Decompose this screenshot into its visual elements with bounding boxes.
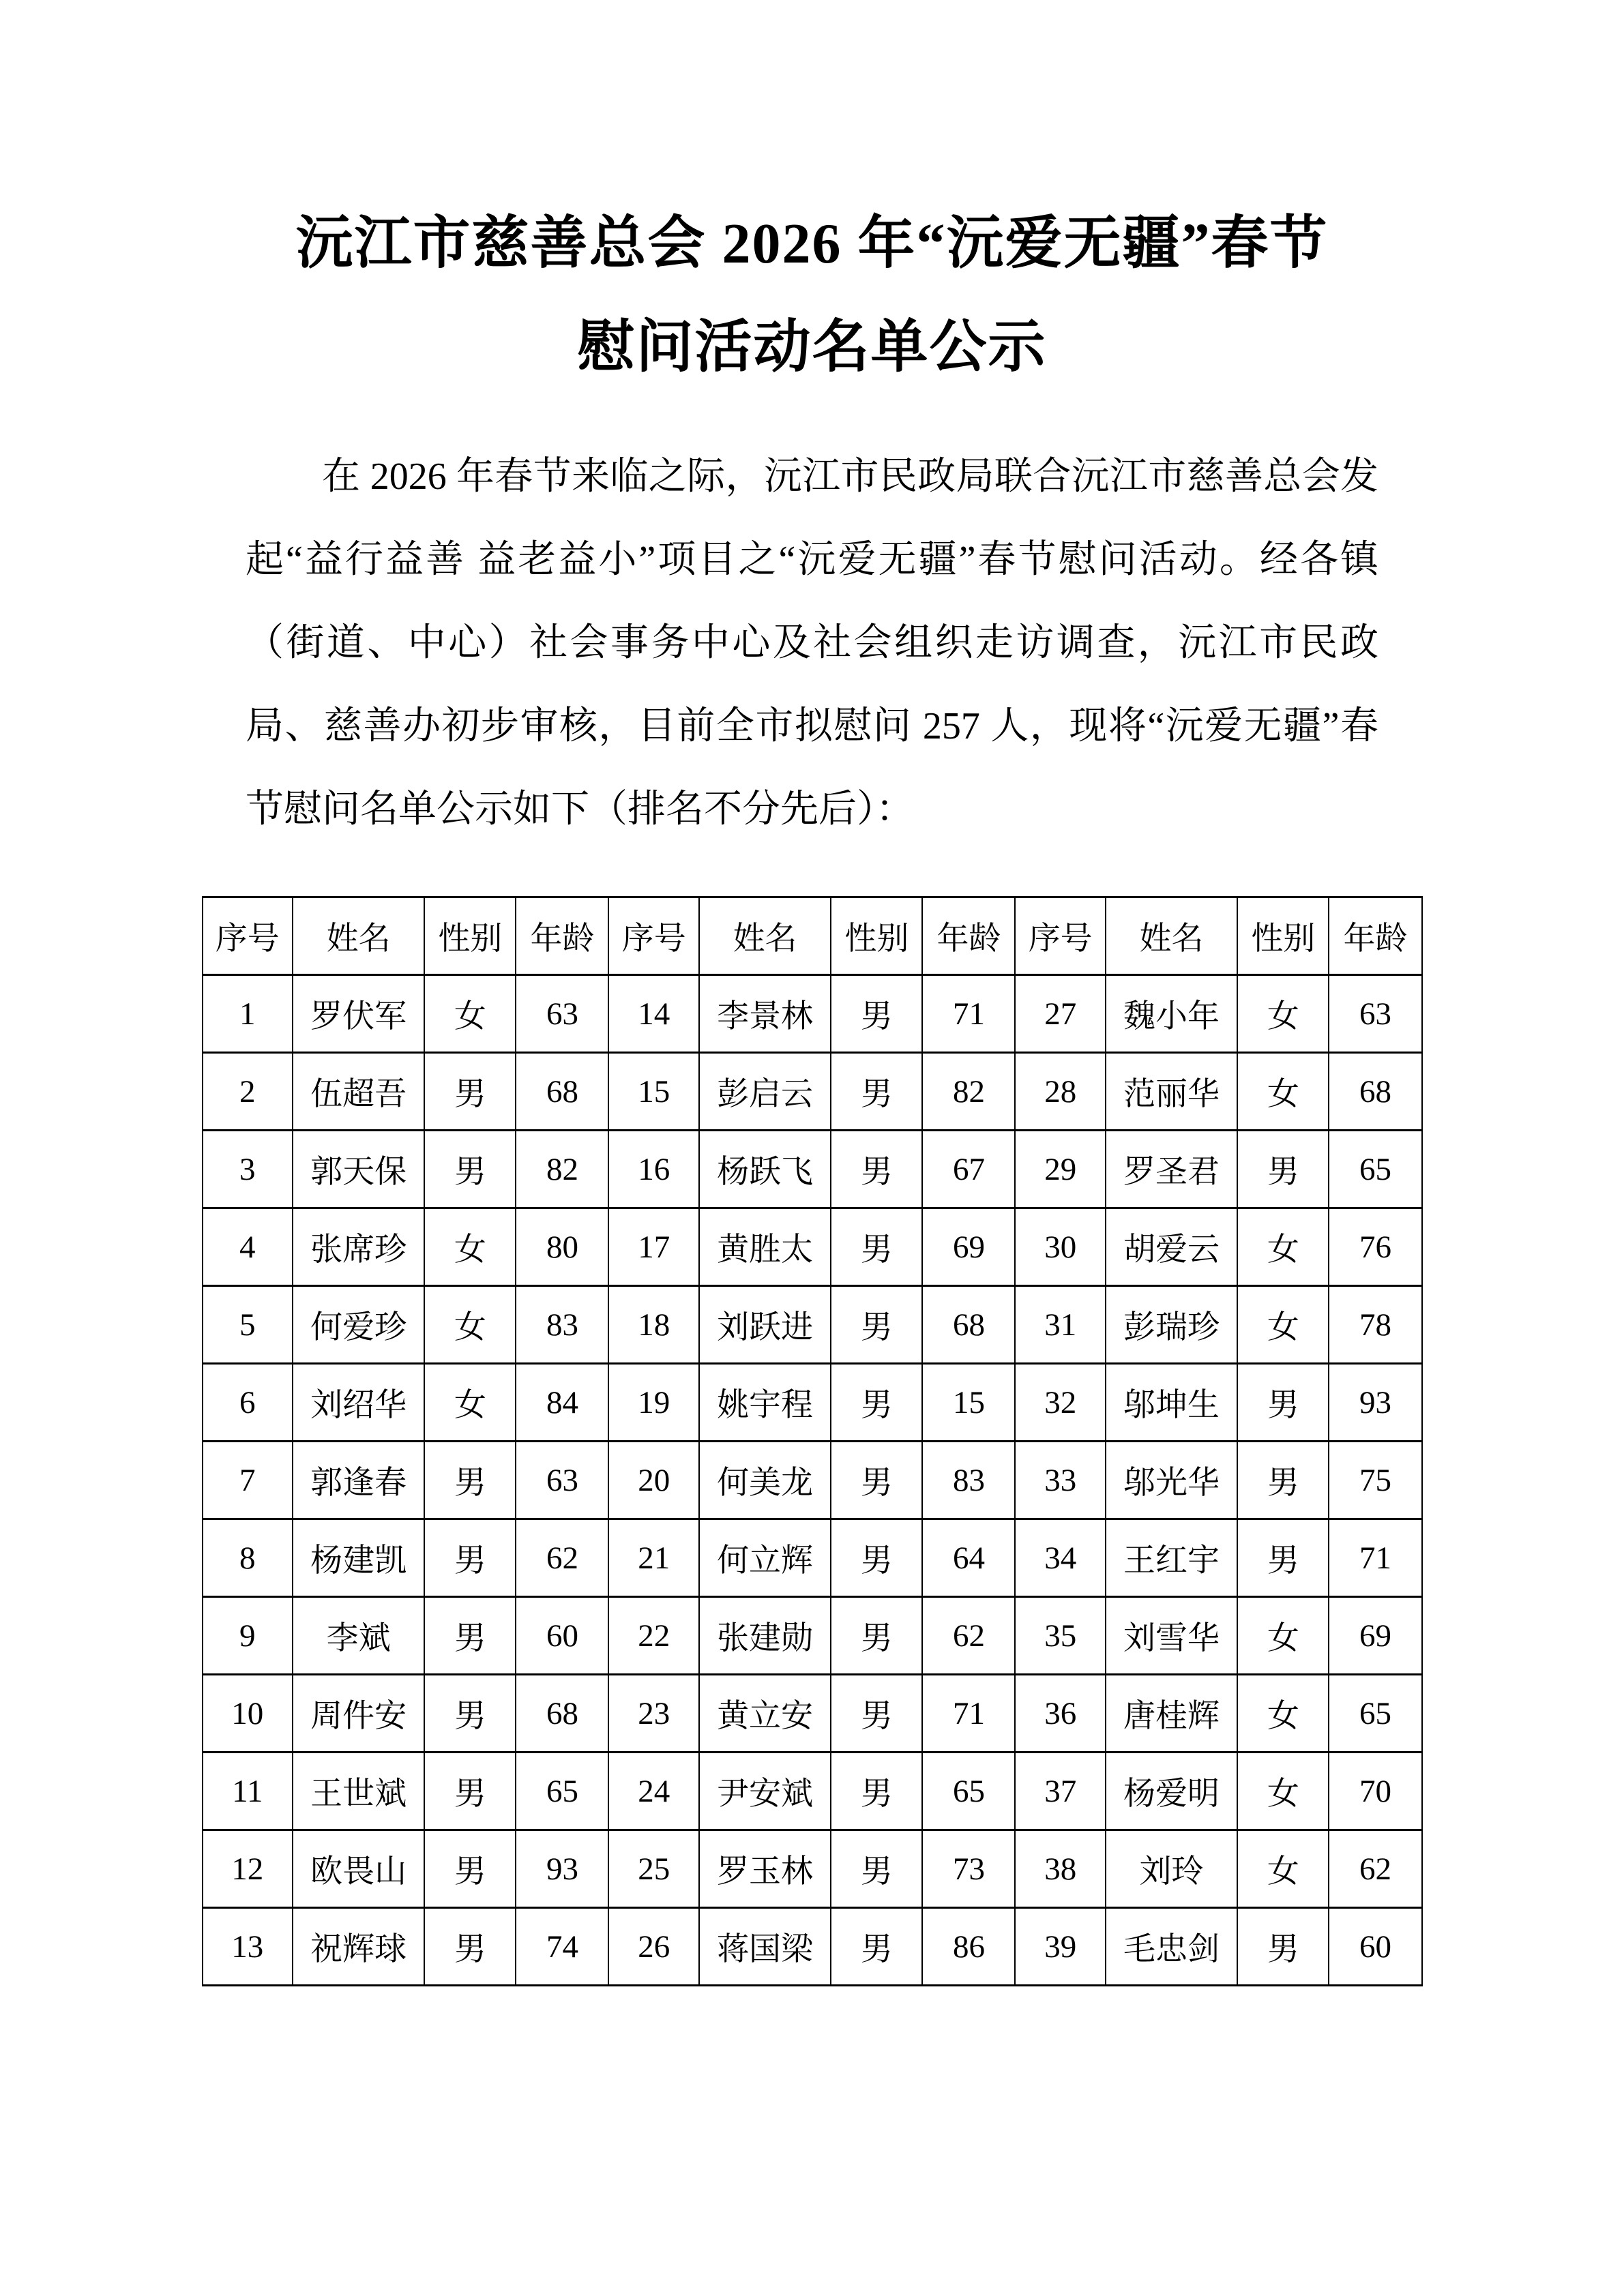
cell-index: 15 [608, 1053, 698, 1131]
cell-age: 15 [922, 1364, 1015, 1442]
cell-gender: 男 [1237, 1908, 1329, 1986]
cell-age: 64 [922, 1519, 1015, 1597]
cell-gender: 男 [831, 1597, 922, 1675]
table-row [203, 1908, 1422, 1986]
cell-index: 30 [1015, 1208, 1105, 1286]
cell-age: 65 [1329, 1675, 1421, 1753]
table-row [203, 1131, 1422, 1208]
col-header-gender-3: 性别 [1237, 897, 1329, 975]
cell-gender: 男 [1237, 1131, 1329, 1208]
cell-index: 4 [203, 1208, 293, 1286]
cell-index: 7 [203, 1442, 293, 1519]
cell-gender: 男 [424, 1675, 516, 1753]
cell-age: 62 [516, 1519, 608, 1597]
cell-age: 82 [922, 1053, 1015, 1131]
cell-gender: 男 [831, 1053, 922, 1131]
cell-index: 35 [1015, 1597, 1105, 1675]
table-row [203, 1053, 1422, 1131]
cell-name: 刘雪华 [1106, 1597, 1237, 1675]
cell-age: 71 [922, 975, 1015, 1053]
title-line-2: 慰问活动名单公示 [577, 316, 1047, 379]
cell-gender: 男 [424, 1908, 516, 1986]
cell-gender: 男 [831, 975, 922, 1053]
cell-name: 蒋国梁 [699, 1908, 831, 1986]
cell-name: 魏小年 [1106, 975, 1237, 1053]
cell-name: 唐桂辉 [1106, 1675, 1237, 1753]
col-header-gender-1: 性别 [424, 897, 516, 975]
cell-gender: 男 [831, 1830, 922, 1908]
col-header-index-2: 序号 [608, 897, 698, 975]
cell-index: 39 [1015, 1908, 1105, 1986]
title-line-1: 沅江市慈善总会 2026 年“沅爱无疆”春节 [295, 212, 1329, 275]
cell-age: 68 [1329, 1053, 1421, 1131]
cell-gender: 女 [1237, 1597, 1329, 1675]
cell-age: 62 [922, 1597, 1015, 1675]
cell-gender: 女 [1237, 1053, 1329, 1131]
col-header-name-2: 姓名 [699, 897, 831, 975]
cell-name: 王红宇 [1106, 1519, 1237, 1597]
cell-name: 杨爱明 [1106, 1753, 1237, 1830]
cell-index: 11 [203, 1753, 293, 1830]
cell-name: 刘玲 [1106, 1830, 1237, 1908]
cell-gender: 男 [831, 1908, 922, 1986]
cell-index: 18 [608, 1286, 698, 1364]
cell-age: 71 [1329, 1519, 1421, 1597]
cell-name: 黄立安 [699, 1675, 831, 1753]
cell-gender: 男 [831, 1131, 922, 1208]
cell-age: 83 [516, 1286, 608, 1364]
cell-age: 73 [922, 1830, 1015, 1908]
cell-gender: 男 [831, 1208, 922, 1286]
cell-gender: 女 [424, 975, 516, 1053]
table-row [203, 1597, 1422, 1675]
cell-index: 17 [608, 1208, 698, 1286]
cell-gender: 女 [1237, 1208, 1329, 1286]
cell-age: 65 [1329, 1131, 1421, 1208]
intro-paragraph: 在 2026 年春节来临之际，沅江市民政局联合沅江市慈善总会发起“益行益善 益老益小”项目之“沅爱无疆”春节慰问活动。经各镇（街道、中心）社会事务中心及社会组织走访调查，沅江市民政局、慈善办初步审核，目前全市拟慰问 257 人，现将“沅爱无疆”春节慰问名单公示如下（排名不分先后）： [246, 456, 1378, 831]
cell-age: 68 [516, 1675, 608, 1753]
cell-age: 68 [516, 1053, 608, 1131]
cell-gender: 男 [831, 1442, 922, 1519]
table-row [203, 1675, 1422, 1753]
cell-index: 5 [203, 1286, 293, 1364]
cell-index: 23 [608, 1675, 698, 1753]
cell-gender: 女 [1237, 1286, 1329, 1364]
cell-name: 郭天保 [293, 1131, 424, 1208]
col-header-name-3: 姓名 [1106, 897, 1237, 975]
cell-name: 彭瑞珍 [1106, 1286, 1237, 1364]
cell-age: 86 [922, 1908, 1015, 1986]
cell-name: 刘绍华 [293, 1364, 424, 1442]
cell-index: 10 [203, 1675, 293, 1753]
cell-index: 27 [1015, 975, 1105, 1053]
table-header-row [203, 897, 1422, 975]
cell-gender: 女 [424, 1286, 516, 1364]
cell-name: 罗伏军 [293, 975, 424, 1053]
cell-gender: 男 [1237, 1442, 1329, 1519]
cell-age: 63 [516, 975, 608, 1053]
cell-index: 20 [608, 1442, 698, 1519]
cell-name: 祝辉球 [293, 1908, 424, 1986]
cell-index: 28 [1015, 1053, 1105, 1131]
cell-name: 刘跃进 [699, 1286, 831, 1364]
cell-index: 26 [608, 1908, 698, 1986]
cell-gender: 女 [1237, 1675, 1329, 1753]
cell-age: 68 [922, 1286, 1015, 1364]
cell-age: 69 [922, 1208, 1015, 1286]
cell-name: 何爱珍 [293, 1286, 424, 1364]
document-title [0, 0, 1624, 400]
table-row [203, 1286, 1422, 1364]
cell-name: 郭逢春 [293, 1442, 424, 1519]
cell-name: 邬坤生 [1106, 1364, 1237, 1442]
cell-gender: 男 [424, 1053, 516, 1131]
cell-name: 范丽华 [1106, 1053, 1237, 1131]
cell-index: 12 [203, 1830, 293, 1908]
cell-gender: 男 [831, 1286, 922, 1364]
cell-age: 70 [1329, 1753, 1421, 1830]
table-row [203, 1442, 1422, 1519]
cell-index: 22 [608, 1597, 698, 1675]
table-row [203, 1753, 1422, 1830]
cell-age: 63 [516, 1442, 608, 1519]
table-row [203, 975, 1422, 1053]
cell-age: 76 [1329, 1208, 1421, 1286]
cell-name: 胡爱云 [1106, 1208, 1237, 1286]
cell-gender: 男 [831, 1675, 922, 1753]
cell-index: 25 [608, 1830, 698, 1908]
table-body [203, 975, 1422, 1986]
cell-gender: 男 [424, 1131, 516, 1208]
cell-age: 69 [1329, 1597, 1421, 1675]
cell-gender: 女 [1237, 1830, 1329, 1908]
cell-name: 李斌 [293, 1597, 424, 1675]
cell-gender: 男 [831, 1364, 922, 1442]
cell-index: 32 [1015, 1364, 1105, 1442]
col-header-index-1: 序号 [203, 897, 293, 975]
cell-gender: 女 [424, 1208, 516, 1286]
cell-gender: 男 [1237, 1364, 1329, 1442]
table-row [203, 1364, 1422, 1442]
cell-name: 黄胜太 [699, 1208, 831, 1286]
cell-name: 王世斌 [293, 1753, 424, 1830]
cell-age: 78 [1329, 1286, 1421, 1364]
table-row [203, 1208, 1422, 1286]
cell-gender: 女 [1237, 975, 1329, 1053]
cell-gender: 男 [831, 1753, 922, 1830]
cell-gender: 男 [424, 1830, 516, 1908]
cell-age: 80 [516, 1208, 608, 1286]
cell-age: 93 [516, 1830, 608, 1908]
cell-index: 9 [203, 1597, 293, 1675]
cell-name: 欧畏山 [293, 1830, 424, 1908]
cell-name: 彭启云 [699, 1053, 831, 1131]
cell-gender: 男 [831, 1519, 922, 1597]
cell-index: 38 [1015, 1830, 1105, 1908]
cell-index: 24 [608, 1753, 698, 1830]
cell-name: 周件安 [293, 1675, 424, 1753]
roster-table [202, 896, 1423, 1986]
cell-index: 21 [608, 1519, 698, 1597]
cell-name: 姚宇程 [699, 1364, 831, 1442]
cell-name: 何立辉 [699, 1519, 831, 1597]
cell-age: 75 [1329, 1442, 1421, 1519]
cell-gender: 女 [1237, 1753, 1329, 1830]
cell-age: 63 [1329, 975, 1421, 1053]
cell-name: 罗圣君 [1106, 1131, 1237, 1208]
cell-index: 29 [1015, 1131, 1105, 1208]
cell-age: 60 [1329, 1908, 1421, 1986]
cell-gender: 男 [424, 1442, 516, 1519]
cell-name: 邬光华 [1106, 1442, 1237, 1519]
cell-name: 何美龙 [699, 1442, 831, 1519]
cell-gender: 男 [424, 1597, 516, 1675]
cell-age: 60 [516, 1597, 608, 1675]
cell-index: 16 [608, 1131, 698, 1208]
cell-index: 1 [203, 975, 293, 1053]
cell-index: 37 [1015, 1753, 1105, 1830]
cell-index: 8 [203, 1519, 293, 1597]
cell-name: 伍超吾 [293, 1053, 424, 1131]
cell-index: 6 [203, 1364, 293, 1442]
cell-age: 74 [516, 1908, 608, 1986]
cell-index: 33 [1015, 1442, 1105, 1519]
cell-age: 83 [922, 1442, 1015, 1519]
table-row [203, 1830, 1422, 1908]
col-header-name-1: 姓名 [293, 897, 424, 975]
cell-index: 34 [1015, 1519, 1105, 1597]
cell-age: 65 [922, 1753, 1015, 1830]
col-header-age-2: 年龄 [922, 897, 1015, 975]
cell-name: 张席珍 [293, 1208, 424, 1286]
cell-gender: 女 [424, 1364, 516, 1442]
cell-name: 尹安斌 [699, 1753, 831, 1830]
cell-age: 67 [922, 1131, 1015, 1208]
cell-name: 张建勋 [699, 1597, 831, 1675]
col-header-age-1: 年龄 [516, 897, 608, 975]
cell-gender: 男 [424, 1519, 516, 1597]
cell-age: 65 [516, 1753, 608, 1830]
cell-gender: 男 [1237, 1519, 1329, 1597]
cell-name: 罗玉林 [699, 1830, 831, 1908]
col-header-gender-2: 性别 [831, 897, 922, 975]
cell-age: 84 [516, 1364, 608, 1442]
cell-age: 71 [922, 1675, 1015, 1753]
cell-name: 毛忠剑 [1106, 1908, 1237, 1986]
cell-index: 36 [1015, 1675, 1105, 1753]
table-row [203, 1519, 1422, 1597]
cell-index: 14 [608, 975, 698, 1053]
cell-age: 93 [1329, 1364, 1421, 1442]
cell-age: 82 [516, 1131, 608, 1208]
cell-age: 62 [1329, 1830, 1421, 1908]
col-header-index-3: 序号 [1015, 897, 1105, 975]
cell-name: 杨建凯 [293, 1519, 424, 1597]
cell-name: 杨跃飞 [699, 1131, 831, 1208]
cell-gender: 男 [424, 1753, 516, 1830]
col-header-age-3: 年龄 [1329, 897, 1421, 975]
cell-name: 李景林 [699, 975, 831, 1053]
cell-index: 2 [203, 1053, 293, 1131]
cell-index: 19 [608, 1364, 698, 1442]
cell-index: 13 [203, 1908, 293, 1986]
cell-index: 3 [203, 1131, 293, 1208]
cell-index: 31 [1015, 1286, 1105, 1364]
